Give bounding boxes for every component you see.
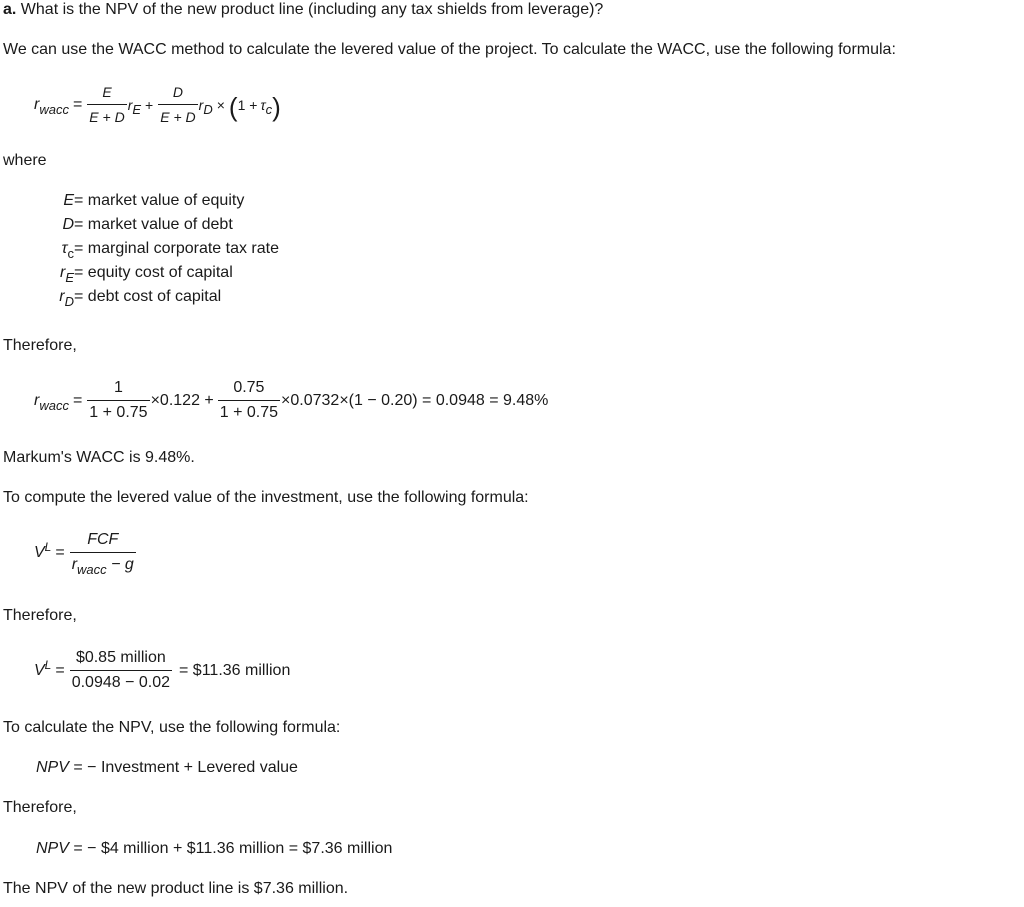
levered-intro: To compute the levered value of the investment, use the following formula: bbox=[3, 489, 529, 506]
wacc-fraction-debt: $\frac{D}{E + D}$ bbox=[160, 84, 196, 125]
definition-item: $r_D$ = debt cost of capital bbox=[59, 288, 222, 309]
therefore-label: Therefore, bbox=[3, 337, 77, 354]
question-text: What is the NPV of the new product line (including any tax shields from leverage)? bbox=[20, 1, 604, 18]
definition-item: E = market value of equity bbox=[63, 192, 245, 209]
definition-item: $r_E$ = equity cost of capital bbox=[60, 264, 233, 285]
wacc-formula: r wacc = $\frac{E}{E + D}$ r E + $\frac{D}{E + D}$ r D × ( 1 + τ c ) bbox=[34, 84, 281, 125]
conclusion-text: The NPV of the new product line is $7.36 million. bbox=[3, 880, 349, 897]
therefore-label-2: Therefore, bbox=[3, 607, 77, 624]
wacc-fraction-equity: $\frac{E}{E + D}$ bbox=[89, 84, 125, 125]
wacc-result: Markum's WACC is 9.48%. bbox=[3, 449, 195, 466]
levered-value-calculation: V L = $\frac{\text{\$0.85 million}}{0.0948 - 0.02}$ = $11.36 million bbox=[34, 649, 291, 691]
therefore-label-3: Therefore, bbox=[3, 799, 77, 816]
levered-value-formula: V L = $\frac{\text{FCF}}{r_{wacc} - g}$ bbox=[34, 531, 134, 577]
where-label: where bbox=[3, 152, 47, 169]
intro-text: We can use the WACC method to calculate the levered value of the project. To calculate the WACC, use the following formula: bbox=[3, 41, 896, 58]
definition-item: D = market value of debt bbox=[62, 216, 233, 233]
npv-calculation: NPV = − $4 million + $11.36 million = $7.36 million bbox=[36, 840, 393, 857]
question-line bbox=[3, 0, 603, 20]
definitions-list bbox=[34, 191, 279, 311]
npv-intro: To calculate the NPV, use the following formula: bbox=[3, 719, 341, 736]
npv-formula: NPV = − Investment + Levered value bbox=[36, 759, 298, 776]
wacc-calculation: r wacc = $\frac{1}{1 + 0.75}$ ×0.122 + $\frac{0.75}{1 + 0.75}$ ×0.0732×(1 − 0.20) = 0.0948 = 9.48% bbox=[34, 379, 549, 421]
definition-item: $\tau_c$ = marginal corporate tax rate bbox=[61, 240, 279, 261]
question-label: a. bbox=[3, 1, 17, 18]
